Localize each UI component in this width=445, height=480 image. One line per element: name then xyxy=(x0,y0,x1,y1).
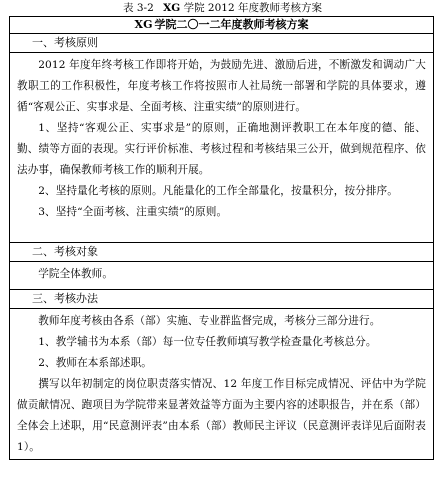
section-heading-targets: 二、考核对象 xyxy=(10,243,433,262)
assessment-plan-table xyxy=(9,16,434,460)
section-body-principles xyxy=(10,53,433,243)
table-title-org: XG xyxy=(134,18,153,31)
principles-paragraph: 2012 年度年终考核工作即将开始，为鼓励先进、激励后进，不断激发和调动广大教职工的工作积极性，年度考核工作将按照市人社局统一部署和学院的具体要求，遵循“客观公正、实事求是、全面考核、注重实绩”的原则进行。 xyxy=(17,59,426,113)
methods-paragraph: 教师年度考核由各系（部）实施、专业群监督完成，考核分三部分进行。 xyxy=(38,315,381,327)
caption-table-number: 表 3-2 xyxy=(123,2,154,14)
methods-paragraph: 2、教师在本系部述职。 xyxy=(38,357,152,369)
principles-paragraph: 2、坚持量化考核的原则。凡能量化的工作全部量化，按量积分，按分排序。 xyxy=(38,185,398,197)
section-heading-methods: 三、考核办法 xyxy=(10,290,433,309)
section-heading-principles: 一、考核原则 xyxy=(10,34,433,53)
section-body-targets xyxy=(10,262,433,290)
principles-paragraph: 1、坚持“客观公正、实事求是”的原则，正确地测评教职工在本年度的德、能、勤、绩等方面的表现。实行评价标准、考核过程和考核结果三公开，做到规范程序、依法办事，确保教师考核工作的顺利开展。 xyxy=(17,122,426,176)
principles-paragraph: 3、坚持“全面考核、注重实绩”的原则。 xyxy=(38,206,228,218)
methods-paragraph: 撰写以年初制定的岗位职责落实情况、12 年度工作目标完成情况、评估中为学院做贡献情况、跑项目为学院带来显著效益等方面为主要内容的述职报告，并在系（部）全体会上述职，用“民意测评表”由本系（部）教师民主评议（民意测评表详见后面附表 1）。 xyxy=(17,378,426,453)
table-title-text: 学院二〇一二年度教师考核方案 xyxy=(154,18,309,31)
section-body-methods xyxy=(10,309,433,480)
caption-text: 学院 2012 年度教师考核方案 xyxy=(183,2,322,14)
table-caption xyxy=(0,1,445,15)
targets-paragraph: 学院全体教师。 xyxy=(38,268,114,280)
table-title xyxy=(10,17,433,34)
methods-paragraph: 1、教学辅书为本系（部）每一位专任教师填写教学检查量化考核总分。 xyxy=(38,336,377,348)
caption-org: XG xyxy=(163,2,181,14)
